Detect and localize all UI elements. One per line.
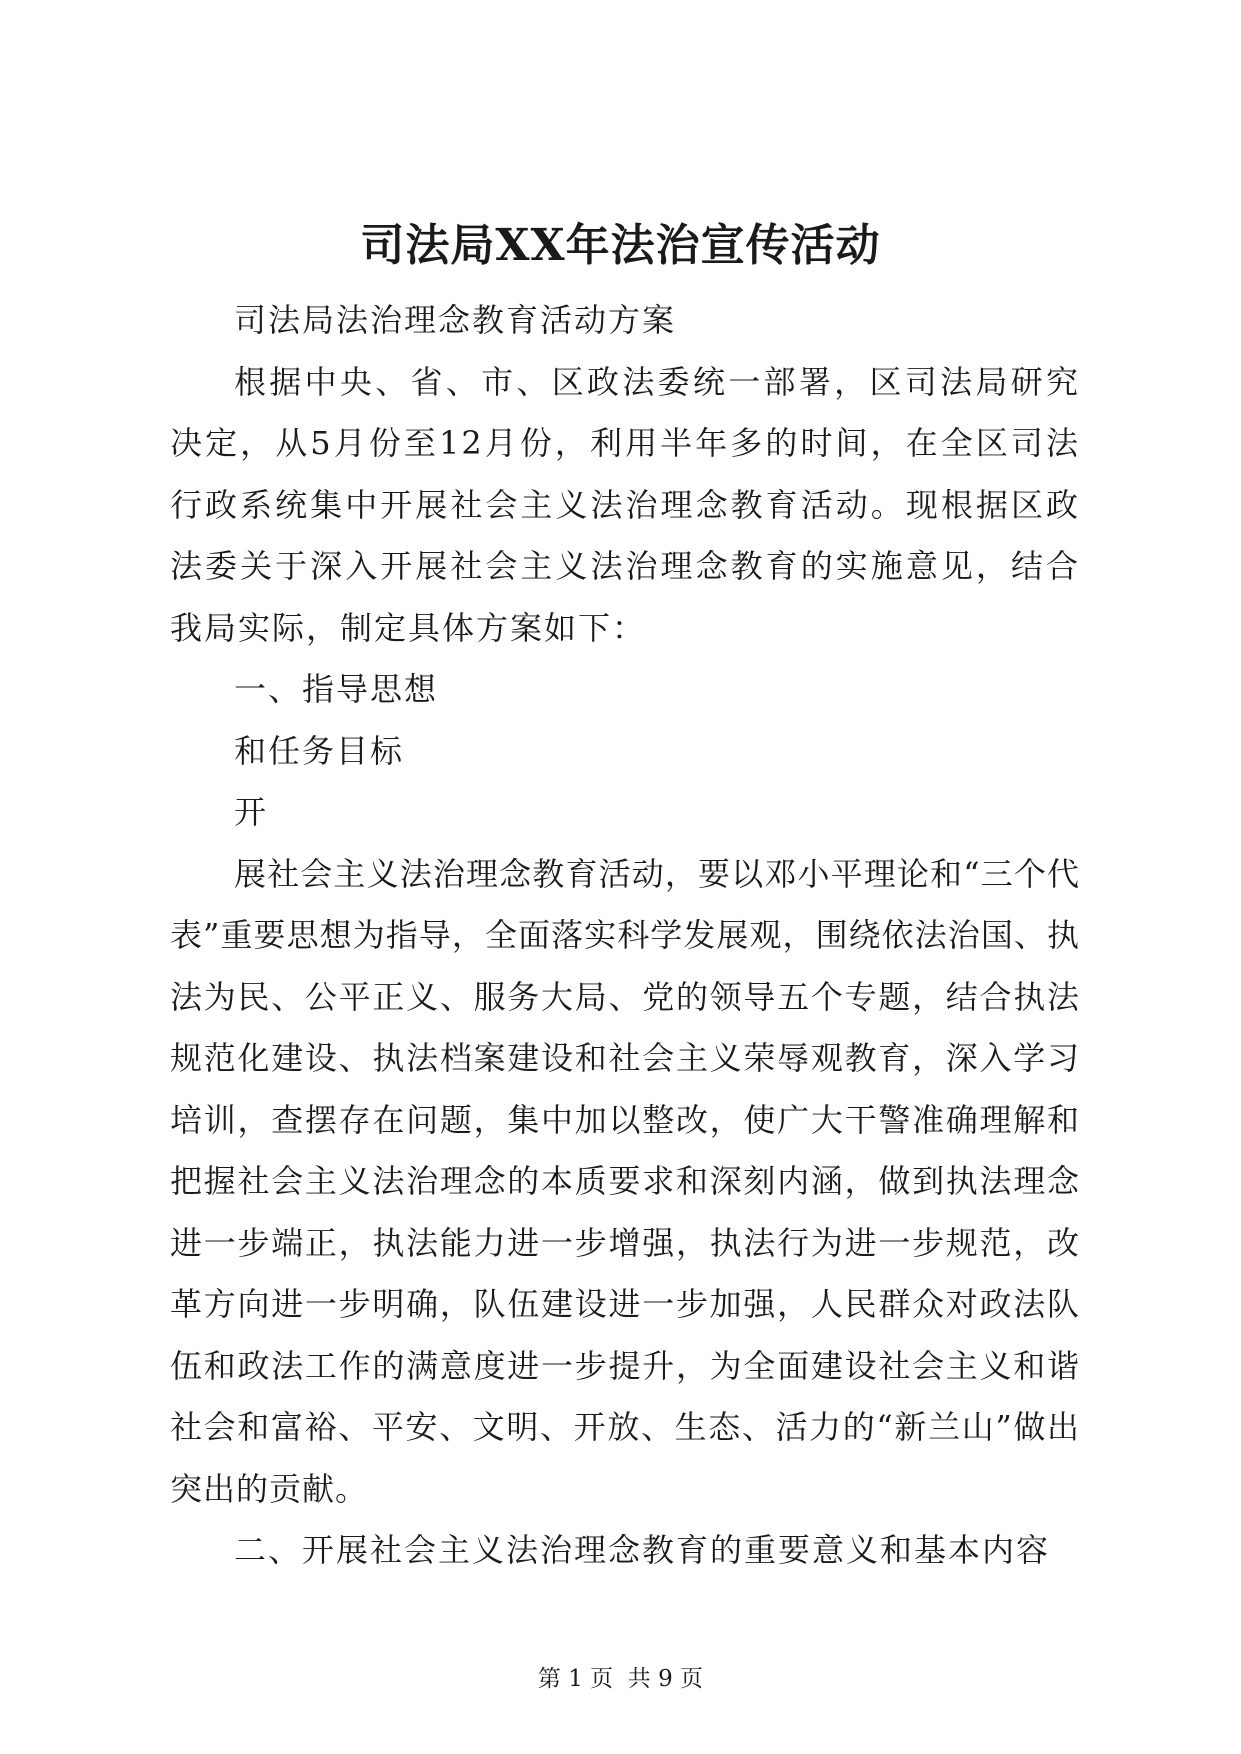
heading-section-two: 二、开展社会主义法治理念教育的重要意义和基本内容 [234, 1531, 1051, 1569]
paragraph-fragment: 开 [234, 793, 269, 831]
document-title: 司法局XX年法治宣传活动 [360, 220, 881, 271]
page-number: 第 1 页 共 9 页 [537, 1666, 704, 1692]
paragraph-subtitle: 司法局法治理念教育活动方案 [234, 301, 677, 339]
paragraph-main: 展社会主义法治理念教育活动，要以邓小平理论和“三个代表”重要思想为指导，全面落实科学发展观，围绕依法治国、执法为民、公平正义、服务大局、党的领导五个专题，结合执法规范化建设、执法档案建设和社会主义荣辱观教育，深入学习培训，查摆存在问题，集中加以整改，使广大干警准确理解和把握社会主义法治理念的本质要求和深刻内涵，做到执法理念进一步端正，执法能力进一步增强，执法行为进一步规范，改革方向进一步明确，队伍建设进一步加强，人民群众对政法队伍和政法工作的满意度进一步提升，为全面建设社会主义和谐社会和富裕、平安、文明、开放、生态、活力的“新兰山”做出突出的贡献。 [170, 854, 1080, 1508]
page-footer [0, 1664, 1241, 1694]
heading-task-goals: 和任务目标 [234, 731, 405, 770]
document-body [170, 290, 1080, 1582]
heading-guiding-ideology: 一、指导思想 [234, 670, 439, 708]
paragraph-intro: 根据中央、省、市、区政法委统一部署，区司法局研究决定，从5月份至12月份，利用半年多的时间，在全区司法行政系统集中开展社会主义法治理念教育活动。现根据区政法委关于深入开展社会主义法治理念教育的实施意见，结合我局实际，制定具体方案如下： [170, 362, 1080, 647]
